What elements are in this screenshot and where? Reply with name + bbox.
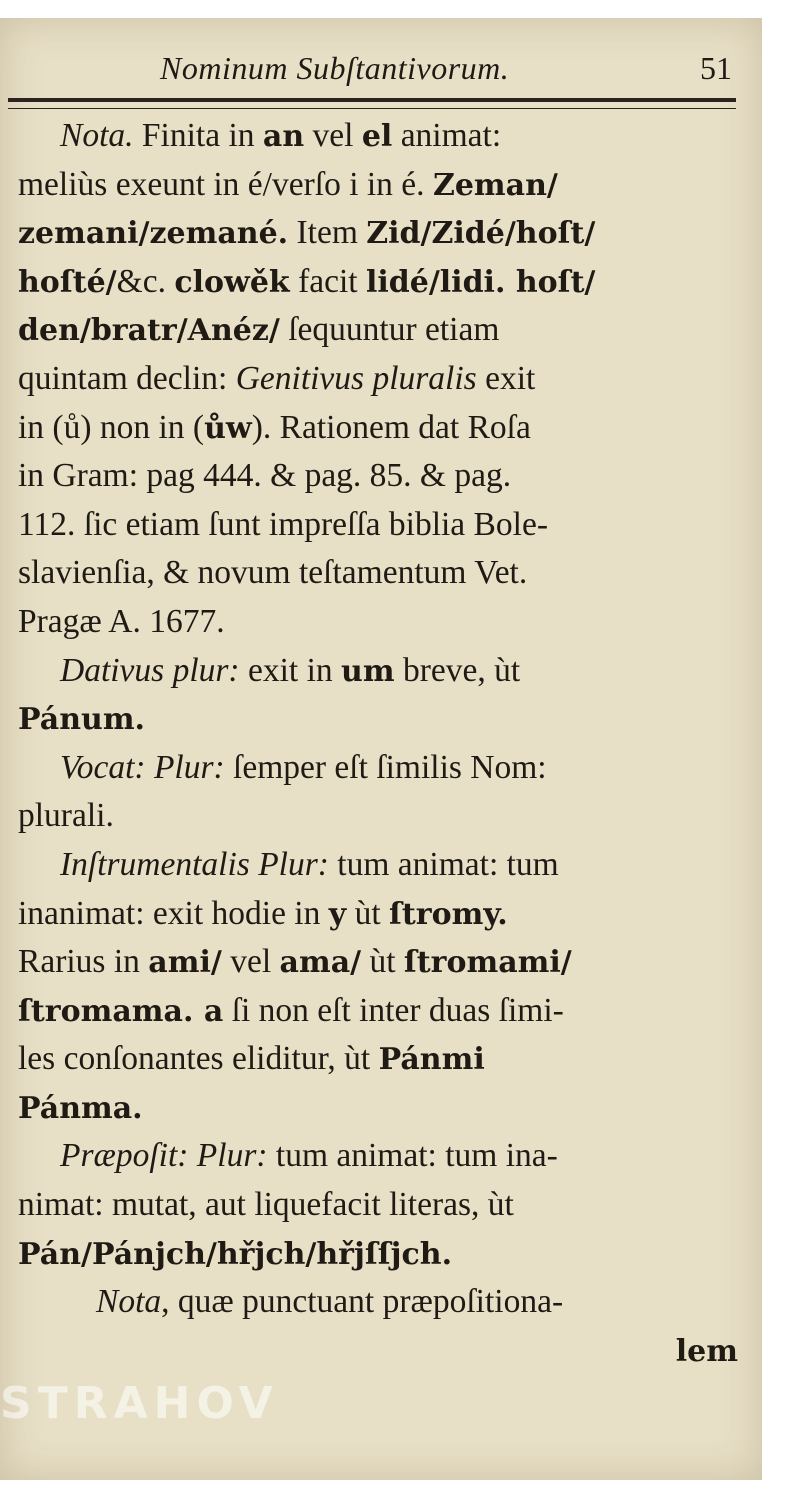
roman-text: facit xyxy=(289,262,366,300)
fraktur-word: Zid/Zidé/hoſt/ xyxy=(366,216,596,252)
italic-text: Dativus plur: xyxy=(60,651,240,689)
roman-text: meliùs exeunt in é/verſo i in é. xyxy=(18,165,433,203)
fraktur-word: zemani/zemané. xyxy=(18,216,289,252)
text-line xyxy=(18,890,742,939)
text-line xyxy=(18,1278,742,1327)
italic-text: Nota. xyxy=(60,117,142,154)
italic-text: Vocat: Plur: xyxy=(60,748,225,786)
roman-text: breve, ùt xyxy=(394,651,521,689)
fraktur-word: ſtromama. a xyxy=(18,993,224,1029)
text-line xyxy=(18,598,742,647)
roman-text: plurali. xyxy=(18,797,114,835)
roman-text: nimat: mutat, aut liquefacit literas, ùt xyxy=(18,1186,514,1224)
italic-text: Præpoſit: Plur: xyxy=(60,1137,268,1175)
text-line xyxy=(18,1181,742,1230)
header-rule xyxy=(8,98,736,109)
text-line xyxy=(18,647,742,696)
fraktur-word: an xyxy=(262,119,305,154)
roman-text: les conſonantes eliditur, ùt xyxy=(18,1040,379,1078)
fraktur-word: Pánma. xyxy=(18,1090,143,1126)
library-watermark: STRAHOV xyxy=(0,1378,279,1429)
fraktur-word: den/bratr/Anéz/ xyxy=(18,313,280,349)
roman-text: Rarius in xyxy=(18,943,149,981)
text-line xyxy=(18,452,742,501)
text-line xyxy=(18,987,742,1036)
text-line xyxy=(18,938,742,987)
roman-text: in (ů) non in ( xyxy=(18,408,205,446)
fraktur-word: um xyxy=(341,653,395,689)
text-line xyxy=(18,1230,742,1279)
text-line xyxy=(18,1132,742,1181)
roman-text: vel xyxy=(221,943,280,981)
text-line xyxy=(18,792,742,841)
italic-text: Nota xyxy=(96,1283,162,1321)
text-body xyxy=(18,112,742,1375)
fraktur-word: Pánmi xyxy=(378,1042,485,1078)
roman-text: exit in xyxy=(239,651,342,689)
text-line xyxy=(18,501,742,550)
roman-text: ùt xyxy=(361,943,404,981)
fraktur-word: ama/ xyxy=(279,945,362,981)
fraktur-word: lem xyxy=(675,1333,738,1369)
text-line xyxy=(18,1035,742,1084)
roman-text: vel xyxy=(304,117,362,154)
text-line xyxy=(18,355,742,404)
text-line xyxy=(18,258,742,307)
text-line xyxy=(18,744,742,793)
text-line xyxy=(18,1327,742,1376)
fraktur-word: y xyxy=(328,896,347,932)
fraktur-word: ſtromami/ xyxy=(403,945,572,981)
roman-text: 112. ſic etiam ſunt impreſſa biblia Bole- xyxy=(18,505,548,543)
roman-text: quintam declin: xyxy=(18,359,236,397)
text-line xyxy=(18,841,742,890)
fraktur-word: Pánum. xyxy=(18,702,146,738)
roman-text: &c. xyxy=(116,262,175,300)
roman-text: Finita in xyxy=(141,117,263,154)
page-header xyxy=(0,42,762,92)
roman-text: , quæ punctuant præpoſitiona- xyxy=(161,1283,564,1321)
italic-text: Genitivus pluralis xyxy=(235,359,477,397)
roman-text: tum animat: tum xyxy=(328,845,559,883)
roman-text: ſemper eſt ſimilis Nom: xyxy=(224,748,547,786)
text-line xyxy=(18,112,742,161)
text-line xyxy=(18,161,742,210)
fraktur-word: clowěk xyxy=(174,264,290,300)
roman-text: ). Rationem dat Roſa xyxy=(251,408,531,446)
roman-text: ùt xyxy=(346,894,389,932)
fraktur-word: Zeman/ xyxy=(432,167,558,203)
text-line xyxy=(18,209,742,258)
text-line xyxy=(18,404,742,453)
roman-text: exit xyxy=(476,359,536,397)
roman-text: tum animat: tum ina- xyxy=(267,1137,558,1175)
fraktur-word: el xyxy=(361,119,393,154)
fraktur-word: ſtromy. xyxy=(389,896,508,932)
italic-text: Inſtrumentalis Plur: xyxy=(60,845,329,883)
fraktur-word: ůw xyxy=(204,410,252,446)
roman-text: animat: xyxy=(392,117,502,154)
roman-text: Pragæ A. 1677. xyxy=(18,602,225,640)
text-line xyxy=(18,549,742,598)
text-line xyxy=(18,695,742,744)
roman-text: in Gram: pag 444. & pag. 85. & pag. xyxy=(18,457,512,495)
roman-text: slavienſia, & novum teſtamentum Vet. xyxy=(18,554,528,592)
fraktur-word: ami/ xyxy=(148,945,222,981)
roman-text: inanimat: exit hodie in xyxy=(18,894,329,932)
page-number: 51 xyxy=(700,50,732,86)
fraktur-word: hoſté/ xyxy=(18,264,117,300)
text-line xyxy=(18,306,742,355)
fraktur-word: lidé/lidi. hoſt/ xyxy=(365,264,596,300)
fraktur-word: Pán/Pánjch/hřjch/hřjſſjch. xyxy=(18,1236,453,1272)
roman-text: ſi non eſt inter duas ſimi- xyxy=(223,991,564,1029)
text-line xyxy=(18,1084,742,1133)
roman-text: Item xyxy=(288,214,367,252)
running-head: Nominum Subſtantivorum. xyxy=(160,50,510,86)
roman-text: ſequuntur etiam xyxy=(279,311,500,349)
